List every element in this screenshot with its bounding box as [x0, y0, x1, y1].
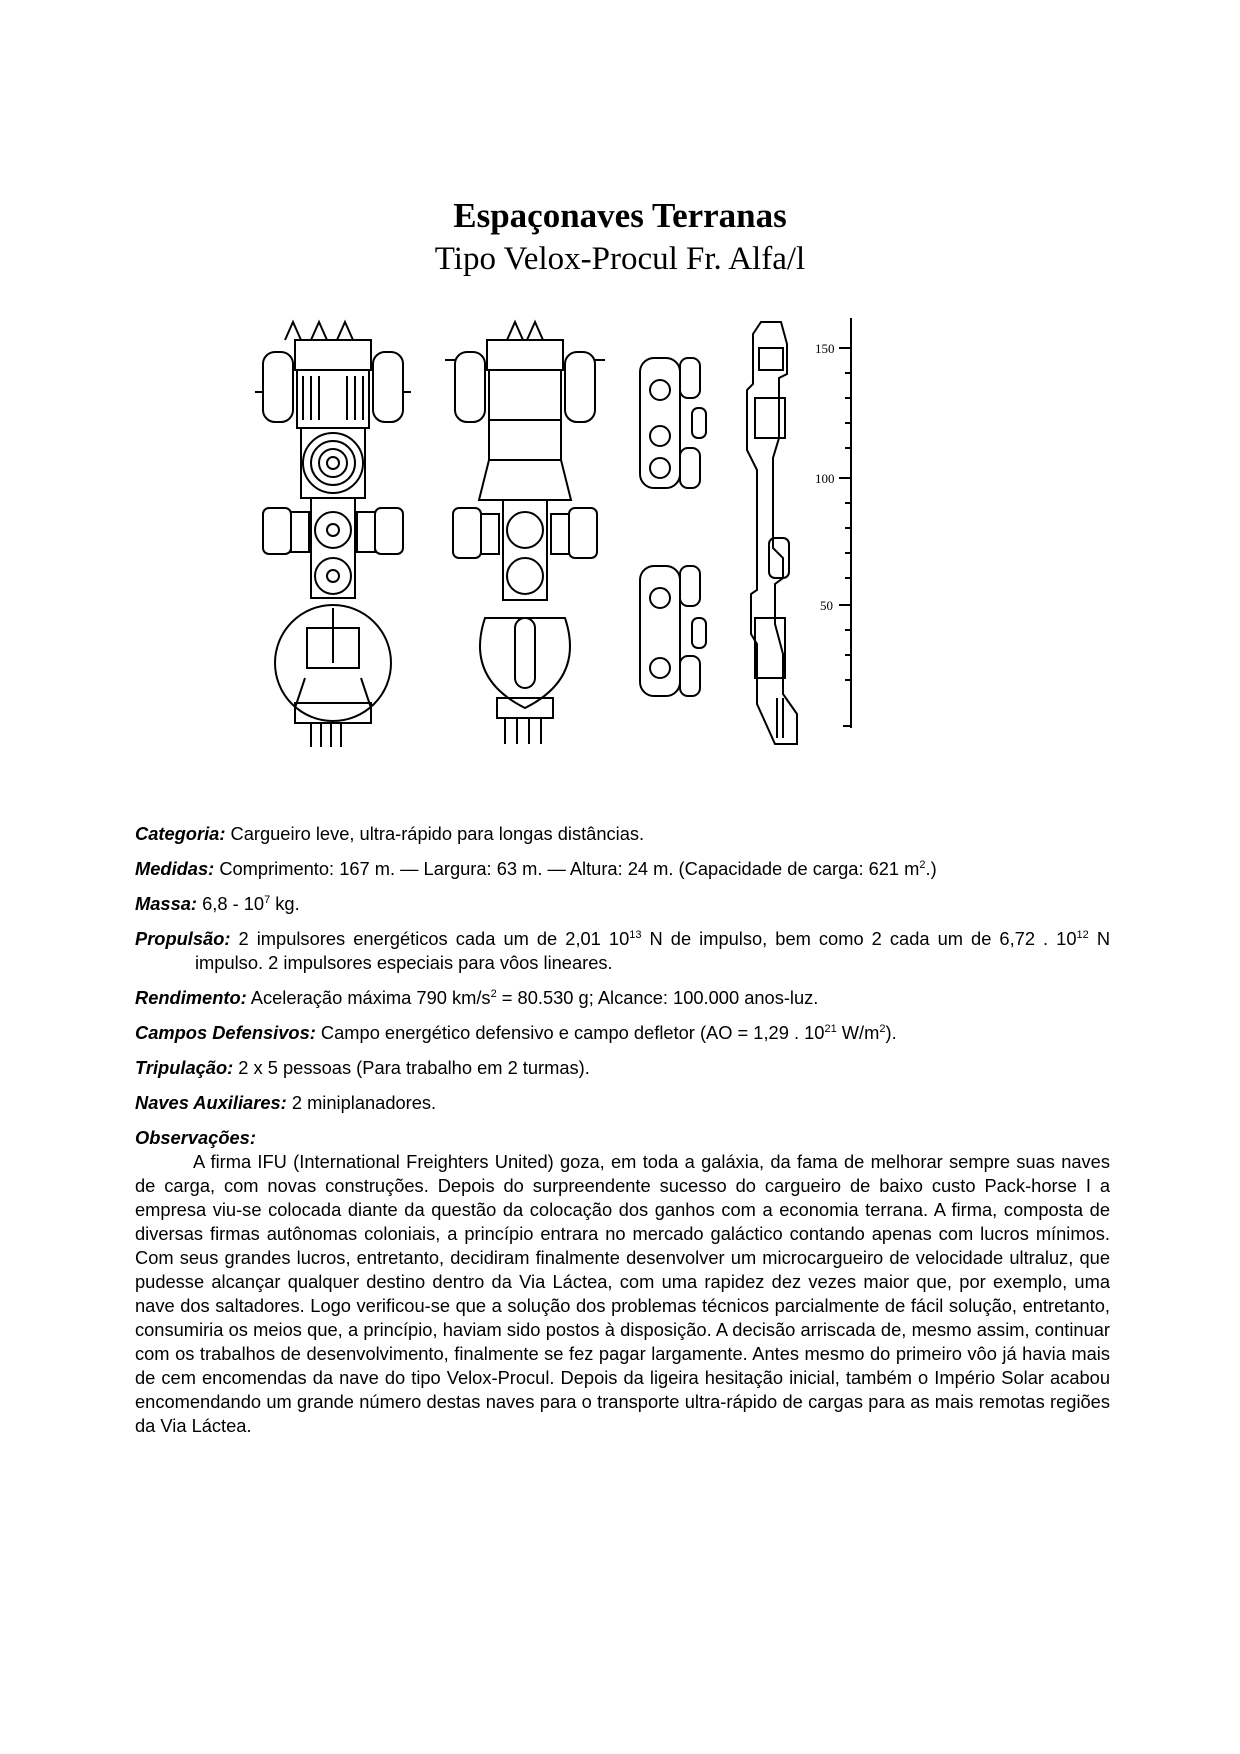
- scale-label-50: 50: [820, 598, 833, 613]
- side-profile-view: [747, 322, 797, 744]
- scale-label-150: 150: [815, 341, 835, 356]
- spec-massa: Massa: $6,8 - 10^7$ kg.: [135, 893, 300, 914]
- scale-label-100: 100: [815, 471, 835, 486]
- spaceship-blueprint-figure: [255, 318, 975, 818]
- front-views: [640, 358, 706, 696]
- spec-categoria: Categoria: Cargueiro leve, ultra-rápido para longas distâncias.: [135, 823, 645, 844]
- top-view-detailed: [255, 322, 411, 747]
- page-title: Espaçonaves Terranas: [453, 196, 787, 235]
- spec-sheet: [135, 822, 1110, 1438]
- spec-medidas: Medidas: Comprimento: 167 m. — Largura: 63 m. — Altura: 24 m. (Capacidade de carga: 621 $m^2$.): [135, 858, 937, 879]
- spec-propulsao: Propulsão: 2 impulsores energéticos cada um de 2,01 $10^{13}$ N de impulso, bem como 2 cada um de 6,72 . $10^{12}$ N impulso. 2 impulsores especiais para vôos lineares.: [135, 928, 1111, 973]
- page-subtitle: Tipo Velox-Procul Fr. Alfa/l: [434, 241, 806, 277]
- spec-rendimento: Rendimento: Aceleração máxima 790 $km/s^2 = 80.530$ g; Alcance: 100.000 anos-luz.: [135, 987, 819, 1008]
- spec-campos-defensivos: Campos Defensivos: Campo energético defensivo e campo defletor (AO = 1,29 . $10^{21}$ $W/m^2$).: [135, 1022, 897, 1043]
- observacoes-text: A firma IFU (International Freighters United) goza, em toda a galáxia, da fama de melhorar sempre suas naves de carga, com novas construções. Depois do surpreendente sucesso do cargueiro de baixo custo Pack-horse I a empresa viu-se colocada diante da questão da colocação dos ganhos com a economia terrana. A firma, composta de diversas firmas autônomas coloniais, a princípio entrara no mercado galáctico contando apenas com lucros mínimos. Com seus grandes lucros, entretanto, decidiram finalmente desenvolver um microcargueiro de velocidade ultraluz, que pudesse alcançar qualquer destino dentro da Via Láctea, com uma rapidez dez vezes maior que, por exemplo, uma nave dos saltadores. Logo verificou-se que a solução dos problemas técnicos parcialmente de fácil solução, entretanto, consumiria os meios que, a princípio, haviam sido postos à disposição. A decisão arriscada de, mesmo assim, continuar com os trabalhos de desenvolvimento, finalmente se fez pagar largamente. Antes mesmo do primeiro vôo já havia mais de cem encomendas da nave do tipo Velox-Procul. Depois da ligeira hesitação inicial, também o Império Solar acabou encomendando um grande número destas naves para o transporte ultra-rápido de cargas para as mais remotas regiões da Via Láctea.: [135, 1151, 1110, 1436]
- observacoes-heading: Observações:: [135, 1127, 256, 1148]
- top-view-outline: [445, 322, 605, 744]
- spec-naves-auxiliares: Naves Auxiliares: 2 miniplanadores.: [135, 1092, 437, 1113]
- spec-tripulacao: Tripulação: 2 x 5 pessoas (Para trabalho em 2 turmas).: [135, 1057, 590, 1078]
- scale-ruler: [839, 318, 851, 728]
